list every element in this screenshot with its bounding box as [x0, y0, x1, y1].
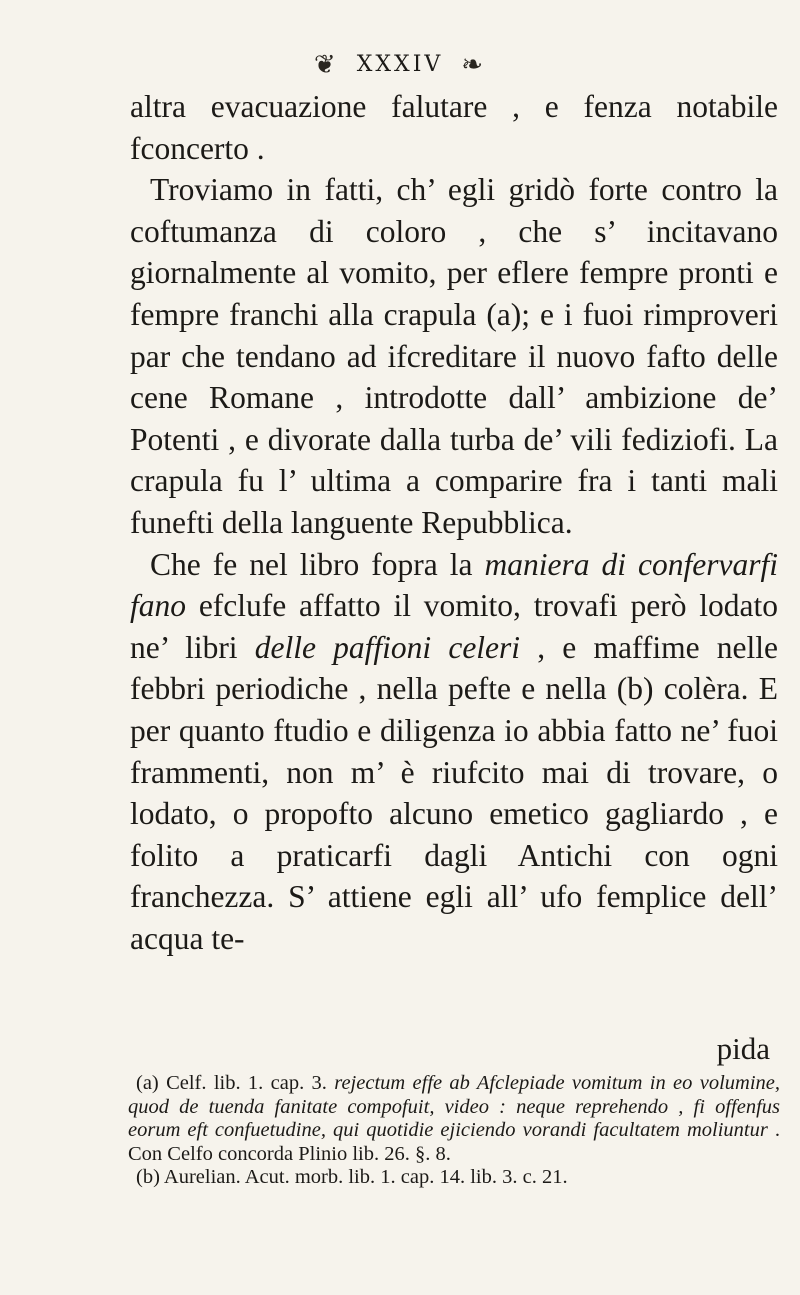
paragraph-3-text-a: Che fe nel libro fopra la	[150, 546, 485, 582]
footnote-ref-a: (a)	[486, 296, 522, 332]
footnote-a-mark: (a)	[136, 1072, 159, 1094]
catchword: pida	[716, 1031, 770, 1066]
footnote-b	[128, 1166, 780, 1190]
footnote-a-quote: rejectum effe ab Afclepiade vomitum in eo volumine, quod de tuenda fanitate compofuit, video : neque reprehendo , fi offenfus eorum eft confuetudine, qui quotidie ejiciendo vorandi facultatem moliuntur	[128, 1072, 781, 1142]
footnote-b-text: Aurelian. Acut. morb. lib. 1. cap. 14. lib. 3. c. 21.	[159, 1166, 568, 1189]
paragraph-3-text-d: colèra. E per quanto ftudio e diligenza io abbia fatto ne’ fuoi frammenti, non m’ è riufcito mai di trovare, o lodato, o propofto alcuno emetico gagliardo , e folito a praticarfi dagli Antichi con ogni franchezza. S’ attiene egli all’ ufo femplice dell’ acqua te-	[130, 671, 778, 956]
page-number: XXXIV	[356, 52, 444, 77]
footnote-ref-b: (b)	[616, 671, 654, 707]
footnote-b-mark: (b)	[136, 1166, 160, 1189]
footnote-a-reference: Celf. lib. 1. cap. 3.	[158, 1072, 335, 1094]
paragraph-2	[130, 169, 778, 543]
footnote-a-end: . Con Celfo concorda Plinio lib. 26. §. 8.	[128, 1119, 781, 1165]
paragraph-3-text-c: , e maffime nelle febbri periodiche , nella pefte e nella	[130, 629, 778, 707]
fleuron-left-icon: ❦	[313, 50, 339, 80]
paragraph-1-text: altra evacuazione falutare , e fenza notabile fconcerto .	[130, 89, 778, 166]
paragraph-1	[130, 86, 778, 169]
footnote-a	[128, 1072, 780, 1166]
paragraph-3	[130, 544, 778, 960]
running-header	[0, 50, 800, 80]
fleuron-right-icon: ❧	[461, 50, 487, 80]
main-text	[130, 86, 778, 959]
paragraph-2-text-a: Troviamo in fatti, ch’ egli gridò forte contro la coftumanza di coloro , che s’ incitavano giornalmente al vomito, per eflere fempre pronti e fempre franchi alla crapula	[130, 172, 778, 332]
italic-book-title: maniera di confervarfi fano	[130, 546, 778, 624]
paragraph-3-text-b: efclufe affatto il vomito, trovafi però lodato ne’ libri	[130, 588, 778, 665]
footnotes	[128, 1072, 780, 1190]
italic-book-title-2: delle paffioni celeri	[254, 629, 521, 665]
paragraph-2-text-b: ; e i fuoi rimproveri par che tendano ad ifcreditare il nuovo fafto delle cene Romane , introdotte dall’ ambizione de’ Potenti , e divorate dalla turba de’ vili fediziofi. La crapula fu l’ ultima a comparire fra i tanti mali funefti della languente Repubblica.	[130, 296, 778, 540]
